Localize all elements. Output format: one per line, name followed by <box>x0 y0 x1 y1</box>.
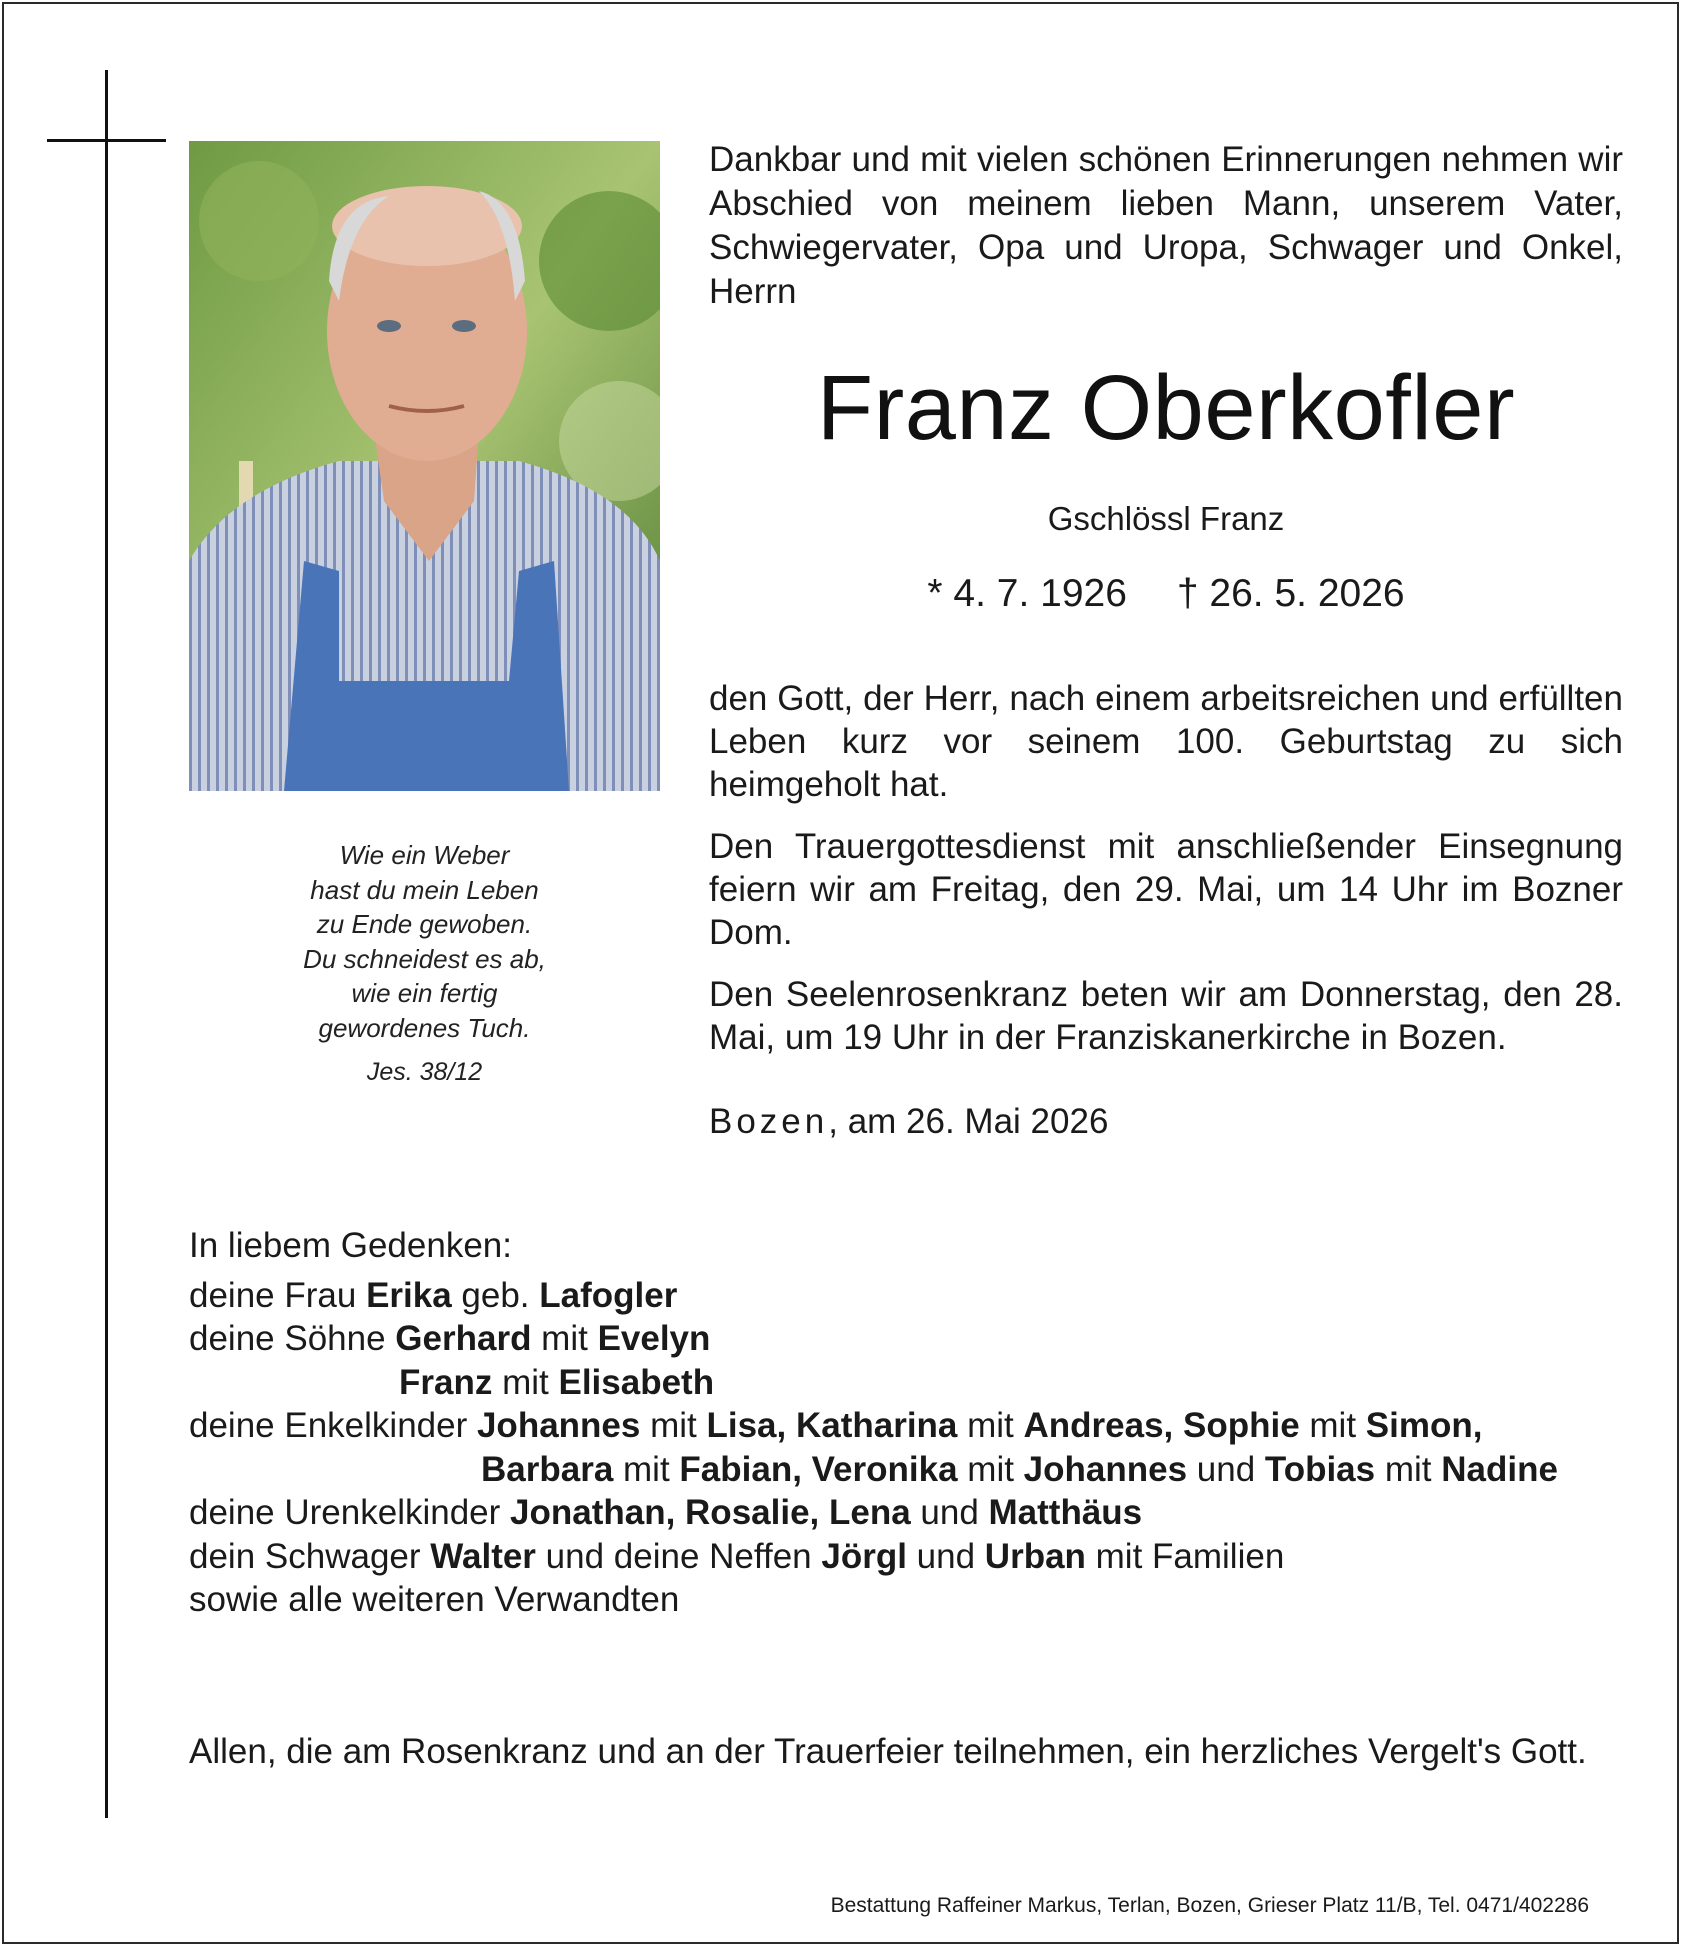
place-and-date <box>709 1100 1108 1144</box>
mourner-name: Urban <box>984 1536 1086 1576</box>
mourner-name: Jörgl <box>821 1536 907 1576</box>
mourner-relation-text: geb. <box>451 1275 540 1315</box>
mourner-rows <box>189 1274 1629 1622</box>
mourner-name: Nadine <box>1441 1449 1558 1489</box>
life-dates <box>709 569 1623 619</box>
funeral-home-footer: Bestattung Raffeiner Markus, Terlan, Bozen, Grieser Platz 11/B, Tel. 0471/402286 <box>830 1894 1589 1917</box>
paragraph-passing: den Gott, der Herr, nach einem arbeitsreichen und erfüllten Leben kurz vor seinem 100. Geburtstag zu sich heimgeholt hat. <box>709 679 1623 804</box>
mourner-relation-text: mit <box>492 1362 559 1402</box>
cross-symbol-horizontal <box>47 139 166 142</box>
mourner-relation-text: und <box>906 1536 985 1576</box>
verse-line: wie ein fertig <box>351 978 498 1008</box>
verse-line: zu Ende gewoben. <box>316 909 533 939</box>
mourner-row <box>189 1535 1629 1579</box>
mourner-relation-text: mit <box>640 1406 707 1445</box>
paragraph-funeral-service: Den Trauergottesdienst mit anschließender Einsegnung feiern wir am Freitag, den 29. Mai, um 14 Uhr im Bozner Dom. <box>709 827 1623 952</box>
mourner-relation-text: deine Söhne <box>189 1319 396 1358</box>
mourner-name: Tobias <box>1264 1449 1376 1489</box>
mourners-list <box>189 1224 1629 1622</box>
mourner-row <box>189 1404 1629 1448</box>
mourner-relation-text: deine Enkelkinder <box>189 1406 477 1445</box>
mourner-relation-text: und <box>910 1493 989 1532</box>
mourner-name: Lisa, Katharina <box>706 1406 958 1445</box>
mourner-relation-text: sowie alle weiteren Verwandten <box>189 1580 680 1619</box>
paragraph-rosary: Den Seelenrosenkranz beten wir am Donnerstag, den 28. Mai, um 19 Uhr in der Franziskanerkirche in Bozen. <box>709 975 1623 1057</box>
death-date: † 26. 5. 2026 <box>1176 572 1405 615</box>
bible-verse <box>189 838 660 1090</box>
birth-date: * 4. 7. 1926 <box>927 572 1127 615</box>
mourner-row <box>189 1317 1629 1361</box>
intro-paragraph: Dankbar und mit vielen schönen Erinnerungen nehmen wir Abschied von meinem lieben Mann, unserem Vater, Schwiegervater, Opa und Uropa, Schwager und Onkel, Herrn <box>709 140 1623 311</box>
mourner-relation-text: mit <box>957 1406 1024 1445</box>
mourner-relation-text: mit <box>531 1319 598 1358</box>
mourner-name: Andreas, Sophie <box>1023 1406 1300 1445</box>
mourner-relation-text: deine Urenkelkinder <box>189 1493 511 1532</box>
mourner-name: Matthäus <box>988 1493 1143 1532</box>
mourner-relation-text: dein Schwager <box>189 1536 431 1576</box>
mourner-relation-text: mit Familien <box>1085 1536 1285 1576</box>
mourner-name: Franz <box>399 1362 493 1402</box>
mourner-name: Simon, <box>1365 1406 1483 1445</box>
mourner-name: Lafogler <box>539 1275 678 1315</box>
verse-line: Wie ein Weber <box>339 840 510 870</box>
mourner-relation-text: deine Frau <box>189 1275 367 1315</box>
place-city: Bozen <box>709 1102 829 1141</box>
nickname: Gschlössl Franz <box>1047 500 1285 537</box>
mourner-relation-text: und <box>1187 1449 1265 1489</box>
mourner-relation-text: mit <box>613 1449 680 1489</box>
mourner-name: Gerhard <box>395 1319 532 1358</box>
verse-line: Du schneidest es ab, <box>303 943 546 974</box>
verse-reference: Jes. 38/12 <box>366 1058 483 1086</box>
mourner-name: Walter <box>430 1536 536 1576</box>
mourner-name: Jonathan, Rosalie, Lena <box>510 1493 911 1532</box>
verse-line: gewordenes Tuch. <box>318 1012 531 1043</box>
place-date: , am 26. Mai 2026 <box>828 1102 1109 1141</box>
mourner-row <box>189 1361 1629 1405</box>
mourner-row <box>189 1578 1629 1622</box>
mourners-heading: In liebem Gedenken: <box>189 1226 512 1265</box>
mourner-row <box>189 1274 1629 1318</box>
mourner-name: Fabian, Veronika <box>679 1449 958 1489</box>
mourner-name: Johannes <box>476 1406 641 1445</box>
mourner-name: Evelyn <box>597 1319 711 1358</box>
mourner-name: Erika <box>366 1275 452 1315</box>
mourner-relation-text: mit <box>957 1449 1024 1489</box>
deceased-name: Franz Oberkofler <box>816 357 1516 459</box>
cross-symbol-vertical <box>105 70 108 1818</box>
thanks-note: Allen, die am Rosenkranz und an der Trauerfeier teilnehmen, ein herzliches Vergelt's Gott. <box>189 1732 1587 1771</box>
mourner-name: Barbara <box>481 1449 614 1489</box>
mourner-row <box>189 1491 1629 1535</box>
mourner-name: Johannes <box>1023 1449 1188 1489</box>
mourner-name: Elisabeth <box>558 1362 715 1402</box>
verse-line: hast du mein Leben <box>310 874 539 905</box>
portrait-photo <box>189 141 660 791</box>
mourner-relation-text: und deine Neffen <box>535 1536 822 1576</box>
mourner-relation-text: mit <box>1299 1406 1366 1445</box>
mourner-row <box>189 1448 1629 1492</box>
mourner-relation-text: mit <box>1375 1449 1442 1489</box>
